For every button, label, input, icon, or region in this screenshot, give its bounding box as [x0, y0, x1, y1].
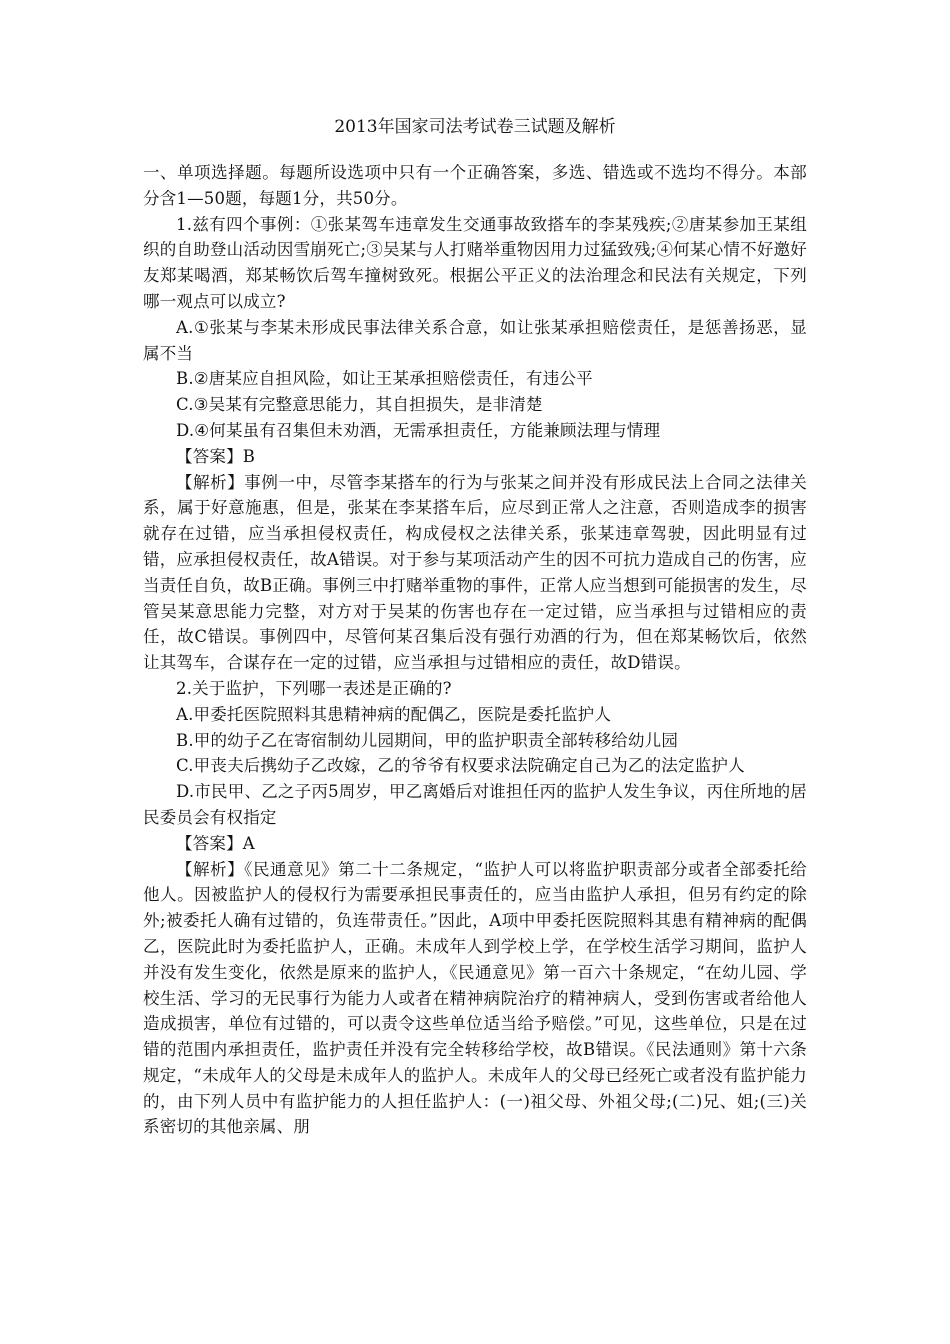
- question-2-answer: 【答案】A: [176, 833, 255, 853]
- question-1-stem: 1.兹有四个事例：①张某驾车违章发生交通事故致搭车的李某残疾;②唐某参加王某组织的自助登山活动因雪崩死亡;③吴某与人打赌举重物因用力过猛致残;④何某心情不好邀好友郑某喝酒，郑某畅饮后驾车撞树致死。根据公平正义的法治理念和民法有关规定，下列哪一观点可以成立?: [143, 214, 807, 311]
- question-1-option-d: D.④何某虽有召集但未劝酒，无需承担责任，方能兼顾法理与情理: [176, 420, 661, 440]
- question-2-option-d: D.市民甲、乙之子丙5周岁，甲乙离婚后对谁担任丙的监护人发生争议，丙住所地的居民委员会有权指定: [143, 782, 807, 827]
- document-page: [143, 112, 807, 1140]
- question-1-option-c: C.③吴某有完整意思能力，其自担损失，是非清楚: [176, 395, 543, 415]
- question-1-answer: 【答案】B: [176, 446, 256, 466]
- document-title: 2013年国家司法考试卷三试题及解析: [334, 117, 616, 137]
- question-2-option-b: B.甲的幼子乙在寄宿制幼儿园期间，甲的监护职责全部转移给幼儿园: [176, 730, 679, 750]
- question-2-analysis: 【解析】《民通意见》第二十二条规定，“监护人可以将监护职责部分或者全部委托给他人。因被监护人的侵权行为需要承担民事责任的，应当由监护人承担，但另有约定的除外;被委托人确有过错的，负连带责任。”因此，A项中甲委托医院照料其患有精神病的配偶乙，医院此时为委托监护人，正确。未成年人到学校上学，在学校生活学习期间，监护人并没有发生变化，依然是原来的监护人，《民通意见》第一百六十条规定，“在幼儿园、学校生活、学习的无民事行为能力人或者在精神病院治疗的精神病人，受到伤害或者给他人造成损害，单位有过错的，可以责令这些单位适当给予赔偿。”可见，这些单位，只是在过错的范围内承担责任，监护责任并没有完全转移给学校，故B错误。《民法通则》第十六条规定，“未成年人的父母是未成年人的监护人。未成年人的父母已经死亡或者没有监护能力的，由下列人员中有监护能力的人担任监护人：(一)祖父母、外祖父母;(二)兄、姐;(三)关系密切的其他亲属、朋: [143, 859, 807, 1137]
- question-2-option-a: A.甲委托医院照料其患精神病的配偶乙，医院是委托监护人: [176, 704, 612, 724]
- section-heading-paragraph: 一、单项选择题。每题所设选项中只有一个正确答案，多选、错选或不选均不得分。本部分含1—50题，每题1分，共50分。: [143, 163, 807, 208]
- question-1-option-a: A.①张某与李某未形成民事法律关系合意，如让张某承担赔偿责任，是惩善扬恶，显属不当: [143, 317, 807, 363]
- question-1-option-b: B.②唐某应自担风险，如让王某承担赔偿责任，有违公平: [176, 369, 593, 389]
- question-2-stem: 2.关于监护，下列哪一表述是正确的?: [176, 678, 452, 698]
- question-1-analysis: 【解析】事例一中，尽管李某搭车的行为与张某之间并没有形成民法上合同之法律关系，属于好意施惠，但是，张某在李某搭车后，应尽到正常人之注意，否则造成李的损害就存在过错，应当承担侵权责任，构成侵权之法律关系，张某违章驾驶，因此明显有过错，应承担侵权责任，故A错误。对于参与某项活动产生的因不可抗力造成自己的伤害，应当责任自负，故B正确。事例三中打赌举重物的事件，正常人应当想到可能损害的发生，尽管吴某意思能力完整，对方对于吴某的伤害也存在一定过错，应当承担与过错相应的责任，故C错误。事例四中，尽管何某召集后没有强行劝酒的行为，但在郑某畅饮后，依然让其驾车，合谋存在一定的过错，应当承担与过错相应的责任，故D错误。: [143, 472, 807, 673]
- question-2-option-c: C.甲丧夫后携幼子乙改嫁，乙的爷爷有权要求法院确定自己为乙的法定监护人: [176, 756, 745, 776]
